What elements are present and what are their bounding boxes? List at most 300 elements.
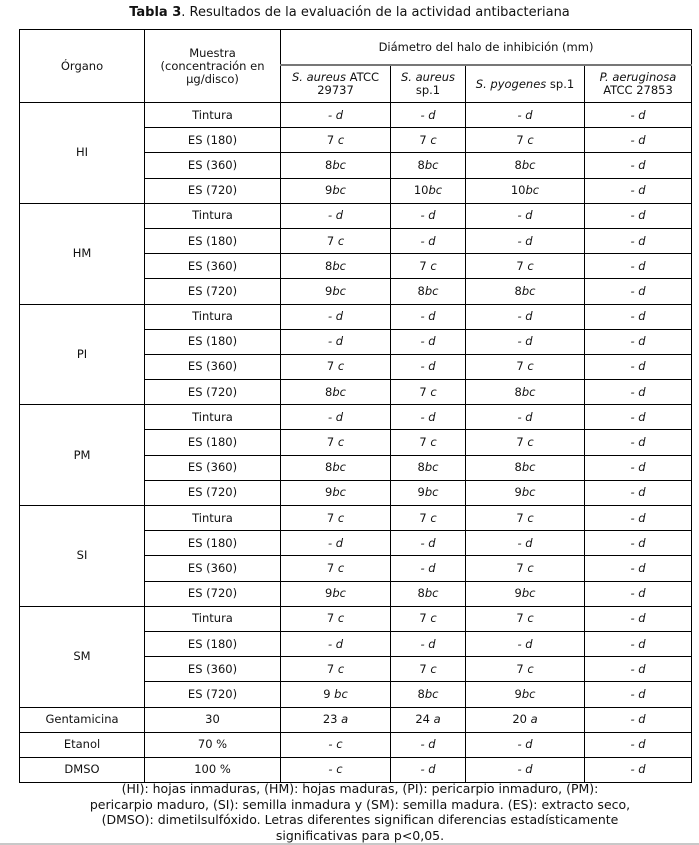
table-caption [0, 5, 699, 21]
table-row [20, 203, 692, 228]
value-cell [585, 455, 692, 480]
value-letter: - d [630, 737, 646, 752]
header-sample-line3: µg/disco) [186, 71, 239, 86]
value-letter: c [527, 435, 534, 450]
footnote-line: significativas para p<0,05. [275, 827, 445, 843]
value-letter: - d [517, 233, 533, 248]
sample-cell: ES (720) [145, 682, 281, 707]
value-letter: - d [420, 409, 436, 424]
value-cell [466, 531, 585, 556]
value-cell [585, 279, 692, 304]
value-letter: - d [630, 309, 646, 324]
control-row [20, 707, 692, 732]
value-cell [281, 657, 391, 682]
value-number: 7 [516, 132, 528, 147]
organ-cell: HM [20, 203, 145, 304]
value-cell [585, 707, 692, 732]
sample-cell: ES (180) [145, 631, 281, 656]
value-cell [466, 178, 585, 203]
header-strain [391, 65, 466, 103]
value-letter: c [527, 611, 534, 626]
value-number: 7 [419, 435, 431, 450]
table-footnote [60, 781, 660, 843]
value-letter: - d [420, 535, 436, 550]
value-cell [281, 480, 391, 505]
value-letter: c [430, 132, 437, 147]
value-letter: bc [332, 157, 346, 172]
value-number: 7 [419, 611, 431, 626]
value-letter: - d [420, 107, 436, 122]
value-number: 7 [516, 510, 528, 525]
sample-cell: Tintura [145, 203, 281, 228]
value-cell [585, 682, 692, 707]
value-cell [466, 128, 585, 153]
value-letter: - d [517, 762, 533, 777]
value-number: 7 [326, 661, 338, 676]
value-letter: a [530, 712, 538, 727]
value-letter: bc [521, 460, 536, 475]
strain-suffix: ATCC [345, 70, 380, 84]
value-letter: - d [327, 208, 344, 223]
header-strain [585, 65, 692, 103]
header-diameter: Diámetro del halo de inhibición (mm) [281, 30, 692, 66]
value-cell [585, 556, 692, 581]
value-letter: bc [332, 183, 346, 198]
value-cell [466, 657, 585, 682]
header-sample-line2: (concentración en [160, 58, 265, 73]
value-cell [391, 455, 466, 480]
value-number: 9 [514, 586, 522, 601]
value-letter: - d [420, 208, 436, 223]
value-letter: bc [332, 586, 346, 601]
value-cell [585, 254, 692, 279]
value-letter: - d [630, 107, 646, 122]
value-cell [281, 329, 391, 354]
value-letter: bc [521, 384, 536, 399]
value-letter: - d [420, 233, 436, 248]
sample-cell: ES (180) [145, 329, 281, 354]
value-cell [585, 380, 692, 405]
value-cell [391, 631, 466, 656]
value-letter: c [527, 661, 534, 676]
table-row [20, 606, 692, 631]
value-number: 8 [514, 157, 522, 172]
value-cell [391, 430, 466, 455]
value-cell [466, 153, 585, 178]
value-cell [466, 103, 585, 128]
value-letter: - d [630, 233, 646, 248]
value-cell [585, 103, 692, 128]
control-row [20, 757, 692, 782]
sample-cell: Tintura [145, 103, 281, 128]
value-letter: - d [630, 132, 646, 147]
header-strain [281, 65, 391, 103]
value-letter: - d [630, 460, 646, 475]
value-cell [466, 556, 585, 581]
value-letter: - d [517, 309, 533, 324]
value-cell [281, 455, 391, 480]
value-letter: bc [521, 485, 536, 500]
value-cell [391, 531, 466, 556]
value-cell [585, 228, 692, 253]
value-cell [585, 657, 692, 682]
value-number: 9 [325, 283, 333, 298]
sample-cell: ES (360) [145, 455, 281, 480]
value-letter: - d [517, 636, 533, 651]
value-cell [585, 405, 692, 430]
value-letter: - d [517, 334, 533, 349]
value-letter: bc [332, 460, 346, 475]
value-number: 20 [512, 712, 531, 727]
header-sample [145, 30, 281, 103]
value-letter: bc [521, 283, 536, 298]
organ-cell: HI [20, 103, 145, 204]
value-letter: - d [517, 107, 533, 122]
value-letter: c [430, 258, 437, 273]
value-cell [391, 682, 466, 707]
value-cell [585, 354, 692, 379]
value-letter: bc [521, 157, 536, 172]
value-number: 24 [415, 712, 434, 727]
value-cell [466, 707, 585, 732]
value-number: 10 [413, 183, 429, 198]
value-letter: c [527, 132, 534, 147]
value-number: 8 [417, 586, 425, 601]
value-letter: - d [630, 359, 646, 374]
value-letter: bc [424, 586, 439, 601]
value-letter: bc [525, 183, 540, 198]
value-letter: bc [334, 686, 348, 701]
value-cell [281, 430, 391, 455]
value-number: 10 [510, 183, 526, 198]
value-cell [466, 203, 585, 228]
value-letter: bc [332, 258, 346, 273]
value-cell [281, 128, 391, 153]
value-cell [281, 606, 391, 631]
value-cell [585, 128, 692, 153]
strain-species: S. pyogenes [475, 76, 547, 91]
value-letter: bc [332, 283, 346, 298]
value-cell [391, 279, 466, 304]
value-cell [466, 405, 585, 430]
value-letter: - d [517, 535, 533, 550]
value-cell [585, 430, 692, 455]
header-organ: Órgano [20, 30, 145, 103]
value-letter: - d [630, 384, 646, 399]
value-cell [281, 254, 391, 279]
value-number: 8 [514, 460, 522, 475]
value-number: 7 [516, 661, 528, 676]
results-table [19, 29, 692, 783]
value-number: 7 [419, 258, 431, 273]
value-cell [281, 531, 391, 556]
value-cell [466, 506, 585, 531]
value-cell [466, 631, 585, 656]
table-row [20, 103, 692, 128]
header-strain [466, 65, 585, 103]
sample-cell: ES (360) [145, 254, 281, 279]
value-number: 9 [325, 586, 333, 601]
value-letter: - d [630, 661, 646, 676]
value-number: 23 [322, 712, 342, 727]
value-cell [281, 581, 391, 606]
value-letter: - d [630, 636, 646, 651]
value-cell [466, 430, 585, 455]
value-letter: c [430, 611, 437, 626]
sample-cell: ES (180) [145, 228, 281, 253]
value-cell [391, 707, 466, 732]
value-cell [466, 757, 585, 782]
value-cell [281, 631, 391, 656]
sample-cell: ES (360) [145, 556, 281, 581]
value-cell [466, 279, 585, 304]
value-letter: c [337, 611, 345, 626]
sample-cell: Tintura [145, 405, 281, 430]
control-concentration-cell: 70 % [145, 732, 281, 757]
value-cell [585, 480, 692, 505]
value-letter: - d [420, 636, 436, 651]
organ-cell: PM [20, 405, 145, 506]
value-cell [391, 103, 466, 128]
value-cell [466, 354, 585, 379]
value-number: 7 [326, 233, 338, 248]
value-letter: - d [327, 409, 344, 424]
value-cell [466, 329, 585, 354]
sample-cell: ES (360) [145, 657, 281, 682]
value-letter: - d [420, 560, 436, 575]
value-letter: c [430, 384, 437, 399]
value-cell [391, 178, 466, 203]
value-number: 9 [325, 485, 333, 500]
value-letter: - d [630, 183, 646, 198]
value-cell [466, 380, 585, 405]
footnote-line: (DMSO): dimetilsulfóxido. Letras diferentes significan diferencias estadísticamente [101, 812, 619, 827]
value-letter: bc [424, 485, 439, 500]
value-letter: bc [332, 485, 346, 500]
value-cell [585, 581, 692, 606]
value-cell [466, 682, 585, 707]
value-number: 9 [325, 183, 333, 198]
value-letter: - d [327, 309, 344, 324]
value-letter: c [337, 435, 345, 450]
organ-cell: PI [20, 304, 145, 405]
value-number: 7 [326, 359, 338, 374]
value-letter: bc [521, 586, 536, 601]
table-row [20, 304, 692, 329]
sample-cell: ES (720) [145, 178, 281, 203]
value-number: 7 [419, 510, 431, 525]
value-number: 8 [325, 384, 333, 399]
value-letter: - d [420, 359, 436, 374]
value-cell [281, 178, 391, 203]
value-letter: - d [630, 208, 646, 223]
value-cell [391, 506, 466, 531]
value-cell [585, 506, 692, 531]
value-number: 9 [417, 485, 425, 500]
strain-species: S. aureus [291, 70, 346, 84]
value-letter: bc [332, 384, 346, 399]
value-cell [391, 480, 466, 505]
value-letter: a [341, 712, 349, 727]
value-letter: bc [424, 157, 439, 172]
value-cell [391, 556, 466, 581]
value-letter: - d [630, 535, 646, 550]
value-cell [281, 228, 391, 253]
value-cell [391, 606, 466, 631]
value-letter: c [527, 258, 534, 273]
value-number: 7 [326, 435, 338, 450]
value-cell [281, 682, 391, 707]
value-number: 7 [419, 661, 431, 676]
value-letter: - c [328, 762, 343, 777]
footnote-line: (HI): hojas inmaduras, (HM): hojas maduras, (PI): pericarpio inmaduro, (PM): [121, 781, 599, 796]
strain-code: 29737 [317, 83, 354, 97]
value-number: 9 [323, 686, 335, 701]
value-letter: - d [630, 485, 646, 500]
value-letter: c [337, 510, 345, 525]
value-letter: - d [420, 334, 436, 349]
value-letter: - d [630, 435, 646, 450]
value-cell [281, 757, 391, 782]
value-cell [281, 707, 391, 732]
strain-species: S. aureus [400, 70, 456, 84]
value-cell [281, 732, 391, 757]
strain-species: P. aeruginosa [599, 70, 677, 84]
value-letter: - d [630, 712, 646, 727]
control-name-cell: Etanol [20, 732, 145, 757]
value-cell [391, 581, 466, 606]
sample-cell: ES (360) [145, 354, 281, 379]
value-number: 7 [516, 359, 528, 374]
value-number: 7 [326, 611, 338, 626]
value-letter: - d [630, 586, 646, 601]
value-number: 8 [417, 157, 425, 172]
value-letter: - d [630, 560, 646, 575]
value-cell [281, 556, 391, 581]
value-cell [281, 405, 391, 430]
value-letter: c [337, 560, 345, 575]
value-cell [281, 103, 391, 128]
value-cell [281, 506, 391, 531]
value-letter: - d [630, 334, 646, 349]
value-letter: - d [630, 611, 646, 626]
sample-cell: ES (360) [145, 153, 281, 178]
table-caption-label: Tabla 3 [129, 5, 182, 20]
value-cell [391, 405, 466, 430]
control-concentration-cell: 30 [145, 707, 281, 732]
value-cell [391, 380, 466, 405]
value-letter: c [337, 132, 345, 147]
value-number: 8 [325, 460, 333, 475]
value-cell [391, 228, 466, 253]
value-cell [585, 757, 692, 782]
value-letter: c [337, 359, 345, 374]
value-number: 7 [516, 258, 528, 273]
value-letter: bc [428, 183, 443, 198]
value-letter: bc [424, 686, 439, 701]
value-number: 8 [514, 384, 522, 399]
value-cell [585, 203, 692, 228]
sample-cell: ES (720) [145, 279, 281, 304]
value-number: 8 [417, 283, 425, 298]
sample-cell: Tintura [145, 506, 281, 531]
value-cell [281, 354, 391, 379]
value-letter: - c [328, 737, 343, 752]
value-number: 8 [417, 460, 425, 475]
value-letter: - d [630, 409, 646, 424]
value-letter: c [430, 435, 437, 450]
value-cell [466, 228, 585, 253]
value-number: 9 [514, 686, 522, 701]
value-letter: - d [420, 737, 436, 752]
value-cell [281, 153, 391, 178]
value-cell [391, 732, 466, 757]
value-cell [281, 304, 391, 329]
value-number: 7 [326, 132, 338, 147]
value-letter: - d [630, 258, 646, 273]
value-cell [391, 657, 466, 682]
value-letter: c [527, 510, 534, 525]
value-cell [466, 304, 585, 329]
value-number: 8 [417, 686, 425, 701]
value-letter: c [337, 661, 345, 676]
sample-cell: Tintura [145, 606, 281, 631]
sample-cell: ES (720) [145, 581, 281, 606]
value-number: 7 [326, 510, 338, 525]
value-cell [391, 128, 466, 153]
value-cell [466, 455, 585, 480]
value-letter: - d [420, 762, 436, 777]
value-cell [585, 329, 692, 354]
organ-cell: SI [20, 506, 145, 607]
sample-cell: ES (180) [145, 430, 281, 455]
value-letter: - d [327, 107, 344, 122]
value-cell [585, 178, 692, 203]
value-cell [281, 380, 391, 405]
sample-cell: ES (180) [145, 531, 281, 556]
control-row [20, 732, 692, 757]
value-letter: c [527, 560, 534, 575]
value-letter: - d [327, 636, 344, 651]
sample-cell: Tintura [145, 304, 281, 329]
sample-cell: ES (720) [145, 480, 281, 505]
value-cell [466, 606, 585, 631]
value-letter: - d [630, 762, 646, 777]
value-cell [585, 631, 692, 656]
value-cell [391, 254, 466, 279]
table-caption-text: . Resultados de la evaluación de la actividad antibacteriana [181, 5, 570, 20]
value-cell [585, 732, 692, 757]
organ-cell: SM [20, 606, 145, 707]
strain-code: ATCC 27853 [603, 83, 673, 97]
control-name-cell: DMSO [20, 757, 145, 782]
table-row [20, 405, 692, 430]
strain-code: sp.1 [415, 83, 441, 97]
value-number: 8 [514, 283, 522, 298]
value-cell [281, 203, 391, 228]
value-cell [466, 581, 585, 606]
value-cell [391, 304, 466, 329]
sample-cell: ES (720) [145, 380, 281, 405]
value-cell [281, 279, 391, 304]
value-number: 7 [419, 132, 431, 147]
value-cell [391, 329, 466, 354]
value-letter: bc [424, 460, 439, 475]
value-letter: c [430, 661, 437, 676]
value-cell [391, 153, 466, 178]
value-number: 7 [326, 560, 338, 575]
value-number: 7 [516, 435, 528, 450]
